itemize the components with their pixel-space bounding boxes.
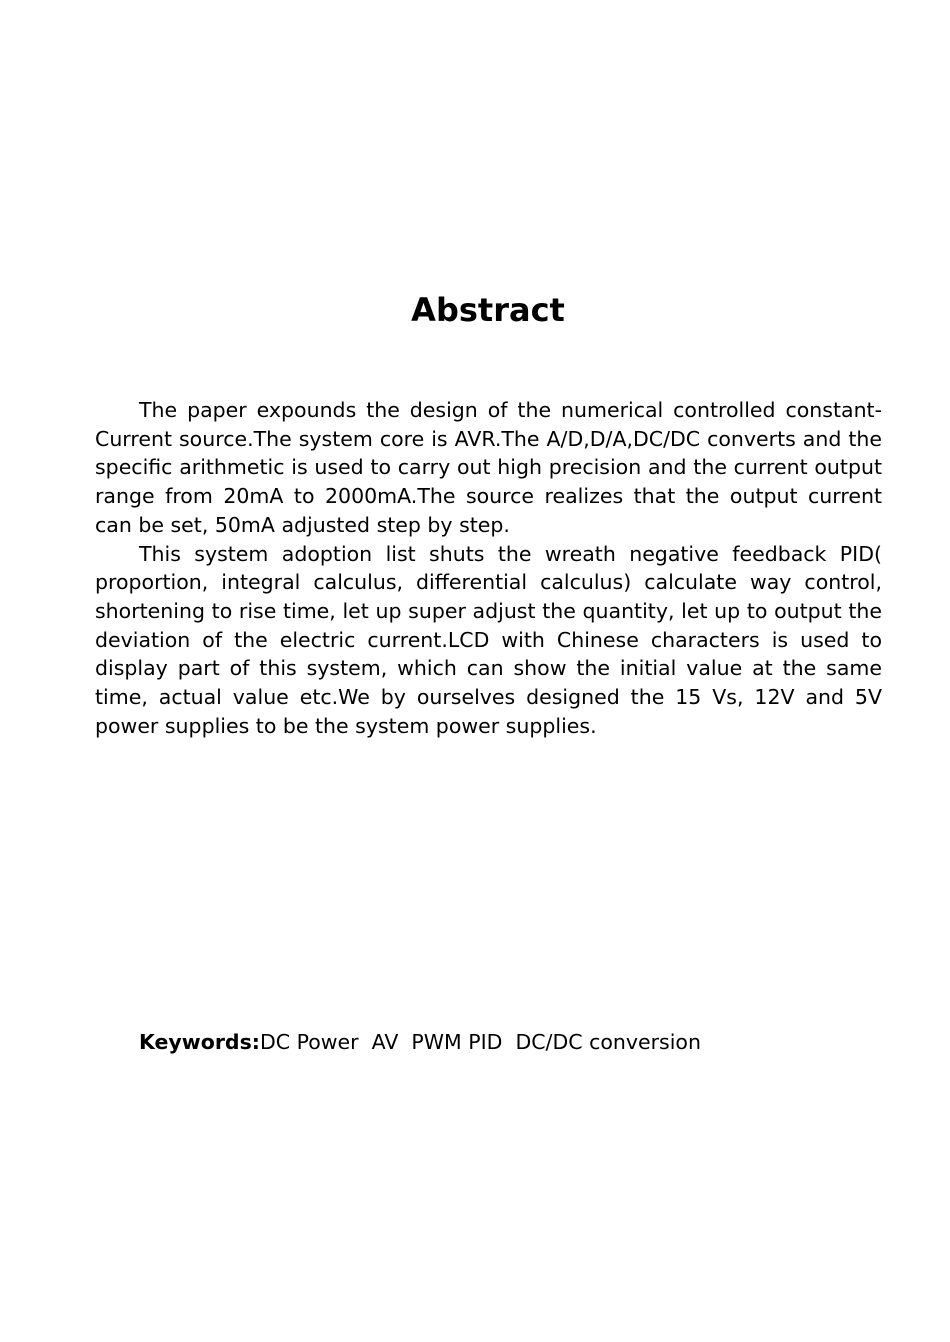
abstract-body	[95, 396, 882, 740]
abstract-paragraph-1: The paper expounds the design of the numerical controlled constant-Current source.The system core is AVR.The A/D,D/A,DC/DC converts and the specific arithmetic is used to carry out high precision and the current output range from 20mA to 2000mA.The source realizes that the output current can be set, 50mA adjusted step by step.	[95, 398, 882, 537]
page-title: Abstract	[411, 291, 565, 329]
keywords-line	[139, 1028, 701, 1057]
keywords-value: DC Power AV PWM PID DC/DC conversion	[260, 1030, 701, 1054]
keywords-label: Keywords:	[139, 1030, 260, 1054]
abstract-paragraph-2: This system adoption list shuts the wreath negative feedback PID( proportion, integral calculus, differential calculus) calculate way control, shortening to rise time, let up super adjust the quantity, let up to output the deviation of the electric current.LCD with Chinese characters is used to display part of this system, which can show the initial value at the same time, actual value etc.We by ourselves designed the 15 Vs, 12V and 5V power supplies to be the system power supplies.	[95, 541, 882, 738]
